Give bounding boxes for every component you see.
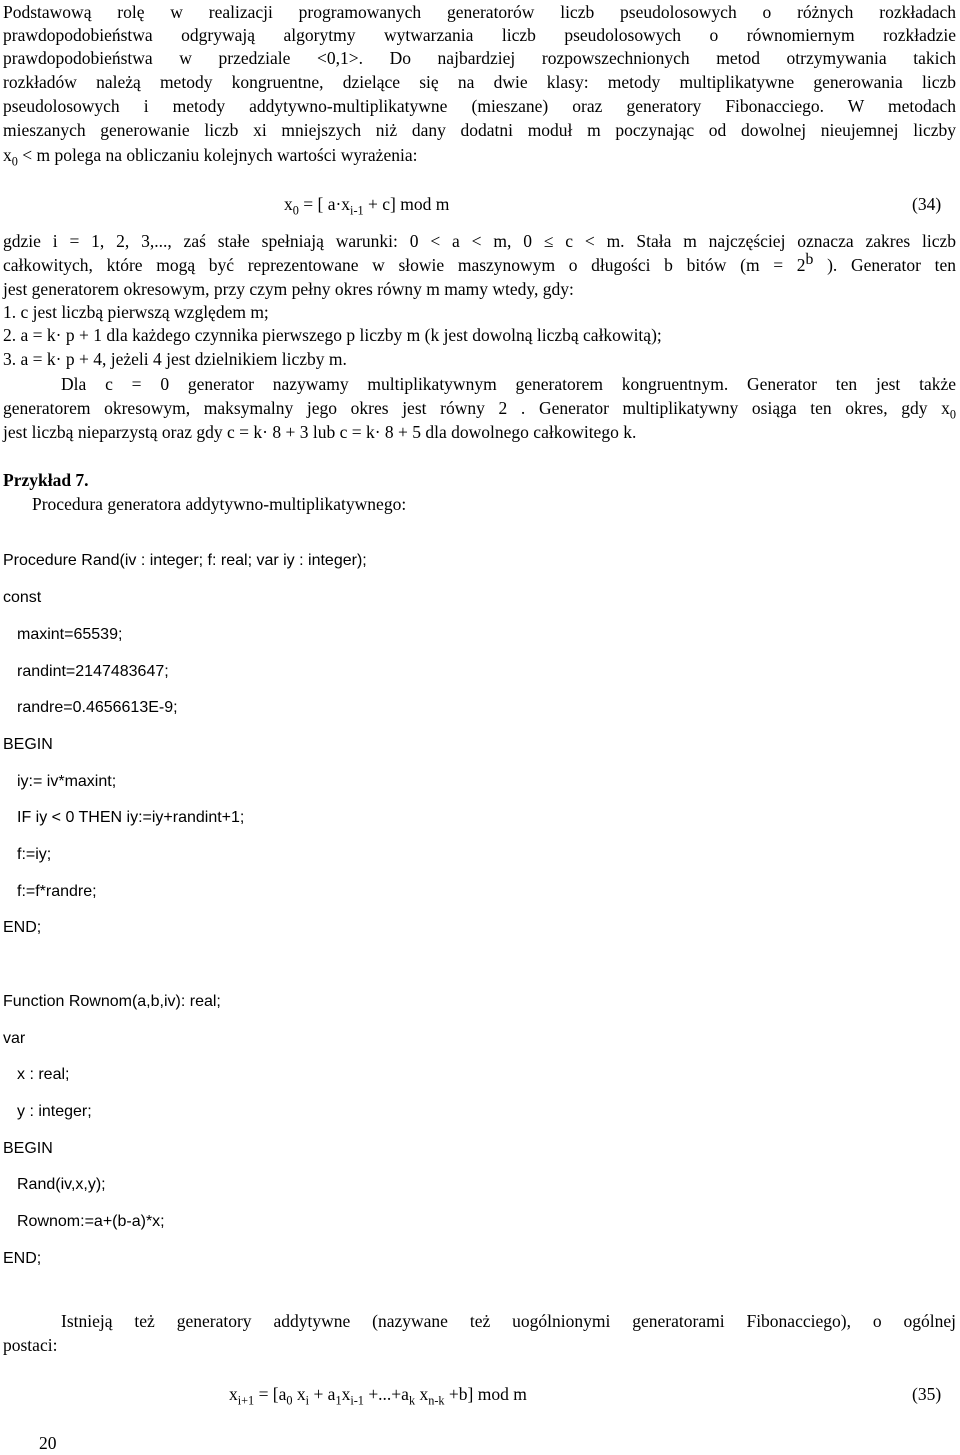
code-line: const <box>3 589 42 606</box>
intro-line-2: prawdopodobieństwa odgrywają algorytmy wytwarzania liczb pseudolosowych o równomiernym rozkładzie <box>3 25 956 45</box>
equation-35-number: (35) <box>912 1384 942 1404</box>
para4-line-2: postaci: <box>3 1335 58 1355</box>
code-line: maxint=65539; <box>17 626 123 643</box>
code-line: Rand(iv,x,y); <box>17 1176 106 1193</box>
code-line: END; <box>3 919 42 936</box>
intro-line-3: prawdopodobieństwa w przedziale <0,1>. Do najbardziej rozpowszechnionych metod otrzymywania takich <box>3 48 956 68</box>
example-description: Procedura generatora addytywno-multiplikatywnego: <box>32 494 407 514</box>
page-number: 20 <box>39 1433 57 1453</box>
code-line: BEGIN <box>3 1140 53 1157</box>
code-line: Function Rownom(a,b,iv): real; <box>3 993 221 1010</box>
intro-line-6: mieszanych generowanie liczb xi mniejszych niż dany dodatni moduł m poczynając od dowolnej nieujemnej liczby <box>3 120 956 140</box>
example-title: Przykład 7. <box>3 470 89 490</box>
para2-line-1: gdzie i = 1, 2, 3,..., zaś stałe spełniają warunki: 0 < a < m, 0 ≤ c < m. Stała m najczęściej oznacza zakres liczb <box>3 231 956 251</box>
code-line: var <box>3 1030 26 1047</box>
condition-3: 3. a = k· p + 4, jeżeli 4 jest dzielnikiem liczby m. <box>3 349 347 369</box>
condition-2: 2. a = k· p + 1 dla każdego czynnika pierwszego p liczby m (k jest dowolną liczbą całkowitą); <box>3 325 662 345</box>
para2-line-3: jest generatorem okresowym, przy czym pełny okres równy m mamy wtedy, gdy: <box>3 279 574 299</box>
condition-1: 1. c jest liczbą pierwszą względem m; <box>3 302 269 322</box>
para3-line-3: jest liczbą nieparzystą oraz gdy c = k· 8 + 3 lub c = k· 8 + 5 dla dowolnego całkowitego k. <box>3 422 637 442</box>
para3-line-2: generatorem okresowym, maksymalny jego okres jest równy 2 . Generator multiplikatywny osiąga ten okres, gdy $x_0$ <box>3 398 956 422</box>
code-line: iy:= iv*maxint; <box>17 773 117 790</box>
intro-line-1: Podstawową rolę w realizacji programowanych generatorów liczb pseudolosowych o różnych rozkładach <box>3 2 956 22</box>
code-line: IF iy < 0 THEN iy:=iy+randint+1; <box>17 809 245 826</box>
code-line: y : integer; <box>17 1103 92 1120</box>
code-line: BEGIN <box>3 736 53 753</box>
para4-line-1: Istnieją też generatory addytywne (nazywane też uogólnionymi generatorami Fibonacciego), o ogólnej <box>61 1311 956 1331</box>
equation-34-number: (34) <box>912 194 942 214</box>
equation-34-body: $x_0$ = [ $a\cdot x_{i-1} + c$] mod m <box>284 194 450 218</box>
intro-line-5: pseudolosowych i metody addytywno-multiplikatywne (mieszane) oraz generatory Fibonacciego. W metodach <box>3 96 956 116</box>
equation-35-body: $x_{i+1} = [a_0$ $x_i + a_1x_{i-1} +...+a_k$ $x_{n-k} +b$] mod m <box>229 1384 527 1408</box>
code-line: randre=0.4656613E-9; <box>17 699 178 716</box>
code-line: END; <box>3 1250 42 1267</box>
para3-line-1: Dla c = 0 generator nazywamy multiplikatywnym generatorem kongruentnym. Generator ten jest także <box>61 374 956 394</box>
code-line: Rownom:=a+(b-a)*x; <box>17 1213 165 1230</box>
code-line: f:=iy; <box>17 846 52 863</box>
intro-line-4: rozkładów należą metody kongruentne, dzielące się na dwie klasy: metody multiplikatywne generowania liczb <box>3 72 956 92</box>
code-line: f:=f*randre; <box>17 883 97 900</box>
para2-line-2: całkowitych, które mogą być reprezentowane w słowie maszynowym o długości b bitów ($m = 2^b$ ). Generator ten <box>3 250 956 275</box>
intro-line-7: $x_0 < m$ polega na obliczaniu kolejnych wartości wyrażenia: <box>3 145 418 169</box>
code-line: Procedure Rand(iv : integer; f: real; var iy : integer); <box>3 552 367 569</box>
code-line: randint=2147483647; <box>17 663 169 680</box>
code-line: x : real; <box>17 1066 70 1083</box>
